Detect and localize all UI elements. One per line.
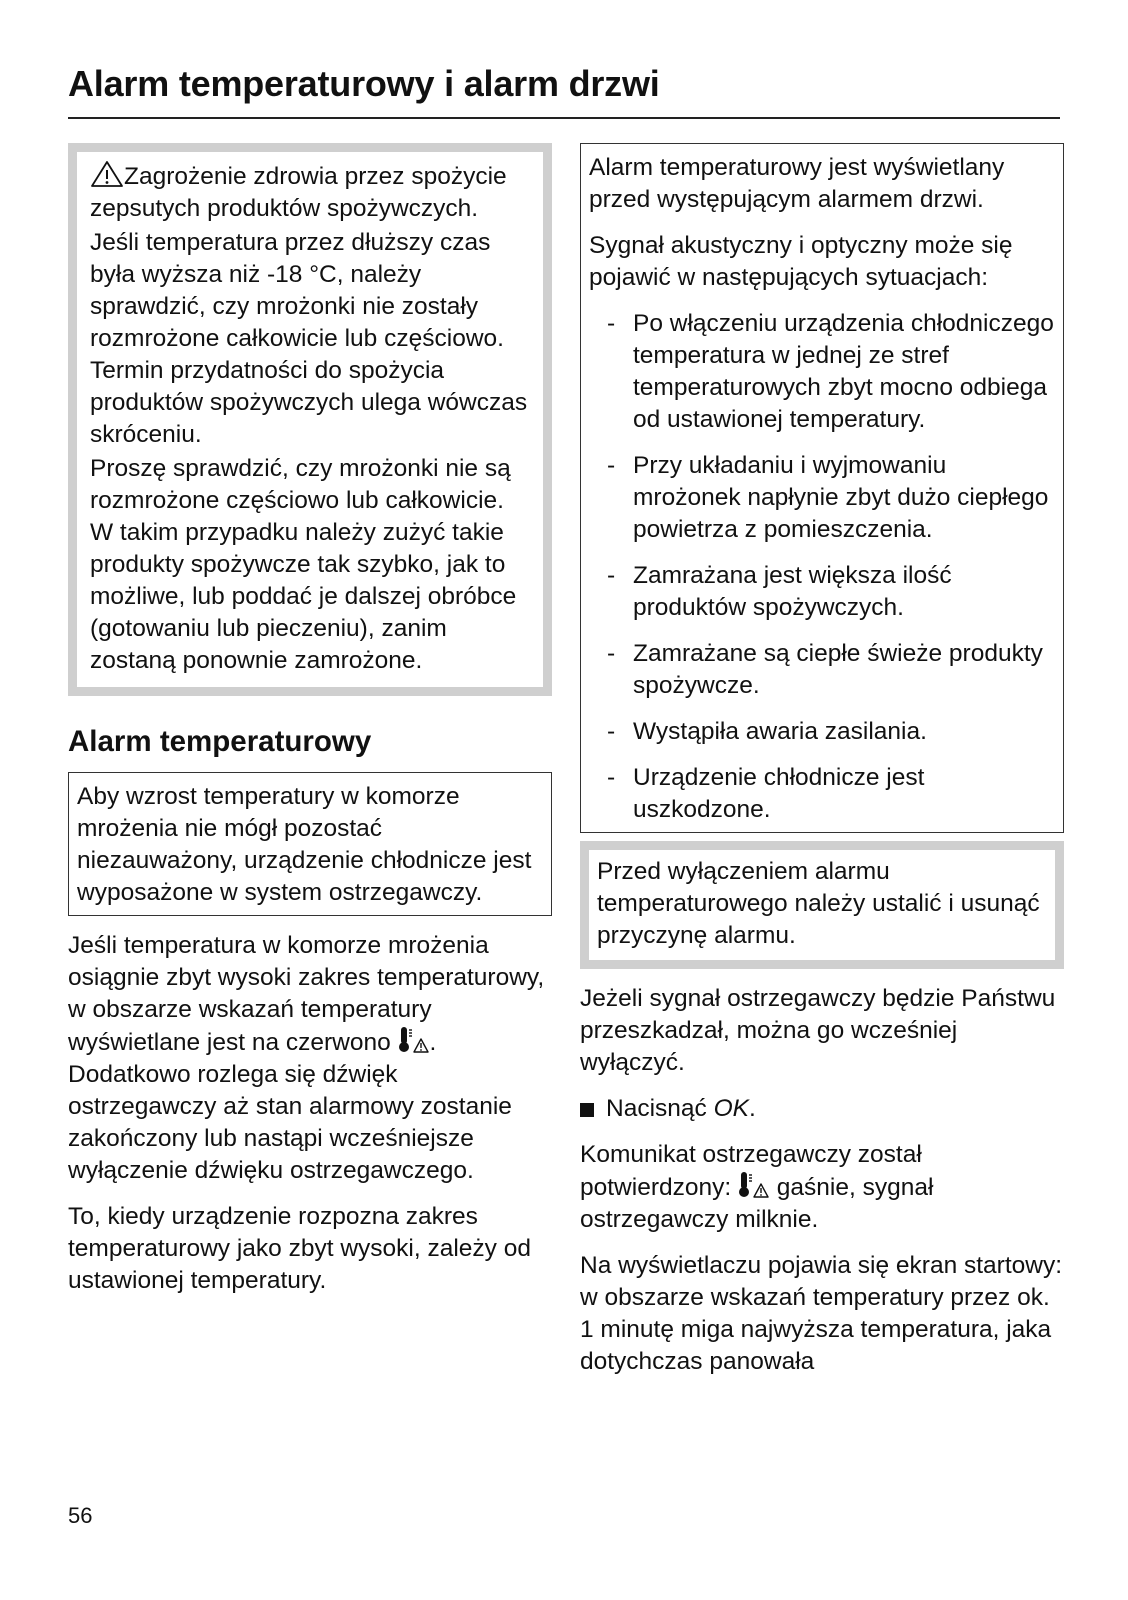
list-item xyxy=(589,308,1055,436)
right-column xyxy=(580,143,1064,1378)
list-item xyxy=(589,762,1055,826)
square-bullet-icon xyxy=(580,1103,594,1117)
info-box-text: Aby wzrost temperatury w komorze mrożenia nie mógł pozostać niezauważony, urządzenie chłodnicze jest wyposażone w system ostrzegawczy. xyxy=(77,783,532,906)
temperature-alarm-paragraph-1 xyxy=(68,930,552,1187)
paragraph-1-text-a: Jeśli temperatura w komorze mrożenia osiągnie zbyt wysoki zakres temperaturowy, w obszarze wskazań temperatury wyświetlane jest na czerwono xyxy=(68,932,545,1056)
start-screen-paragraph: Na wyświetlaczu pojawia się ekran startowy: w obszarze wskazań temperatury przez ok. 1 minutę miga najwyższa temperatura, jaka dotychczas panowała xyxy=(580,1252,1063,1375)
warning-paragraph-2: Proszę sprawdzić, czy mrożonki nie są rozmrożone częściowo lub całkowicie. W takim przypadku należy zużyć takie produkty spożywcze tak szybko, jak to możliwe, lub poddać je dalszej obróbce (gotowaniu lub pieczeniu), zanim zostaną ponownie zamrożone. xyxy=(90,455,517,674)
paragraph-1-text-b: . Dodatkowo rozlega się dźwięk ostrzegawczy aż stan alarmowy zostanie zakończony lub nastąpi wcześniejsze wyłączenie dźwięku ostrzegawczego. xyxy=(68,1029,512,1184)
health-warning-box xyxy=(68,143,552,696)
list-dash: - xyxy=(607,764,616,791)
list-dash: - xyxy=(607,310,616,337)
list-item-text: Urządzenie chłodnicze jest uszkodzone. xyxy=(633,764,925,823)
list-item-text: Zamrażane są ciepłe świeże produkty spożywcze. xyxy=(633,640,1043,699)
confirmation-paragraph xyxy=(580,1139,1064,1236)
list-item xyxy=(589,450,1055,546)
health-warning-content xyxy=(77,152,543,687)
instruction-step xyxy=(580,1093,1064,1125)
thermometer-warning-icon xyxy=(738,1171,770,1199)
confirmation-text-b: gaśnie, sygnał ostrzegawczy milknie. xyxy=(580,1174,934,1233)
warning-heading-line xyxy=(90,160,531,225)
list-dash: - xyxy=(607,718,616,745)
list-dash: - xyxy=(607,452,616,479)
temperature-alarm-info-box xyxy=(68,772,552,916)
cause-note-content xyxy=(589,850,1055,960)
warning-triangle-icon xyxy=(90,160,124,188)
switch-off-paragraph: Jeżeli sygnał ostrzegawczy będzie Państwu przeszkadzał, można go wcześniej wyłączyć. xyxy=(580,985,1056,1076)
list-item-text: Po włączeniu urządzenia chłodniczego temperatura w jednej ze stref temperaturowych zbyt mocno odbiega od ustawionej temperatury. xyxy=(633,310,1054,433)
page-number: 56 xyxy=(68,1503,93,1528)
step-text-prefix: Nacisnąć xyxy=(606,1095,714,1122)
confirmation-text-a: Komunikat ostrzegawczy został potwierdzony: xyxy=(580,1141,922,1201)
thermometer-warning-icon xyxy=(398,1026,430,1054)
list-item xyxy=(589,638,1055,702)
list-item-text: Przy układaniu i wyjmowaniu mrożonek napłynie zbyt dużo ciepłego powietrza z pomieszczenia. xyxy=(633,452,1049,543)
warning-heading: Zagrożenie zdrowia przez spożycie zepsutych produktów spożywczych. xyxy=(90,163,507,222)
list-item xyxy=(589,560,1055,624)
page-title: Alarm temperaturowy i alarm drzwi xyxy=(68,63,660,104)
list-item xyxy=(589,716,1055,748)
list-item-text: Zamrażana jest większa ilość produktów spożywczych. xyxy=(633,562,952,621)
warning-paragraph-1: Jeśli temperatura przez dłuższy czas była wyższa niż -18 °C, należy sprawdzić, czy mrożonki nie zostały rozmrożone całkowicie lub częściowo. Termin przydatności do spożycia produktów spożywczych ulega wówczas skróceniu. xyxy=(90,229,528,448)
section-heading-temperature-alarm: Alarm temperaturowy xyxy=(68,725,372,758)
situations-intro-2: Sygnał akustyczny i optyczny może się pojawić w następujących sytuacjach: xyxy=(589,232,1013,291)
list-dash: - xyxy=(607,562,616,589)
temperature-alarm-paragraph-2: To, kiedy urządzenie rozpozna zakres temperaturowy jako zbyt wysoki, zależy od ustawionej temperatury. xyxy=(68,1203,531,1294)
left-column xyxy=(68,143,552,1297)
cause-note-box xyxy=(580,841,1064,969)
list-dash: - xyxy=(607,640,616,667)
situations-list xyxy=(589,308,1055,826)
ok-key-label: OK xyxy=(713,1095,749,1122)
step-text-suffix: . xyxy=(748,1095,756,1122)
cause-note-text: Przed wyłączeniem alarmu temperaturowego należy ustalić i usunąć przyczynę alarmu. xyxy=(597,858,1040,949)
situations-intro-1: Alarm temperaturowy jest wyświetlany przed występującym alarmem drzwi. xyxy=(589,154,1005,213)
title-divider xyxy=(68,117,1060,119)
list-item-text: Wystąpiła awaria zasilania. xyxy=(633,718,927,745)
alarm-situations-box xyxy=(580,143,1064,833)
